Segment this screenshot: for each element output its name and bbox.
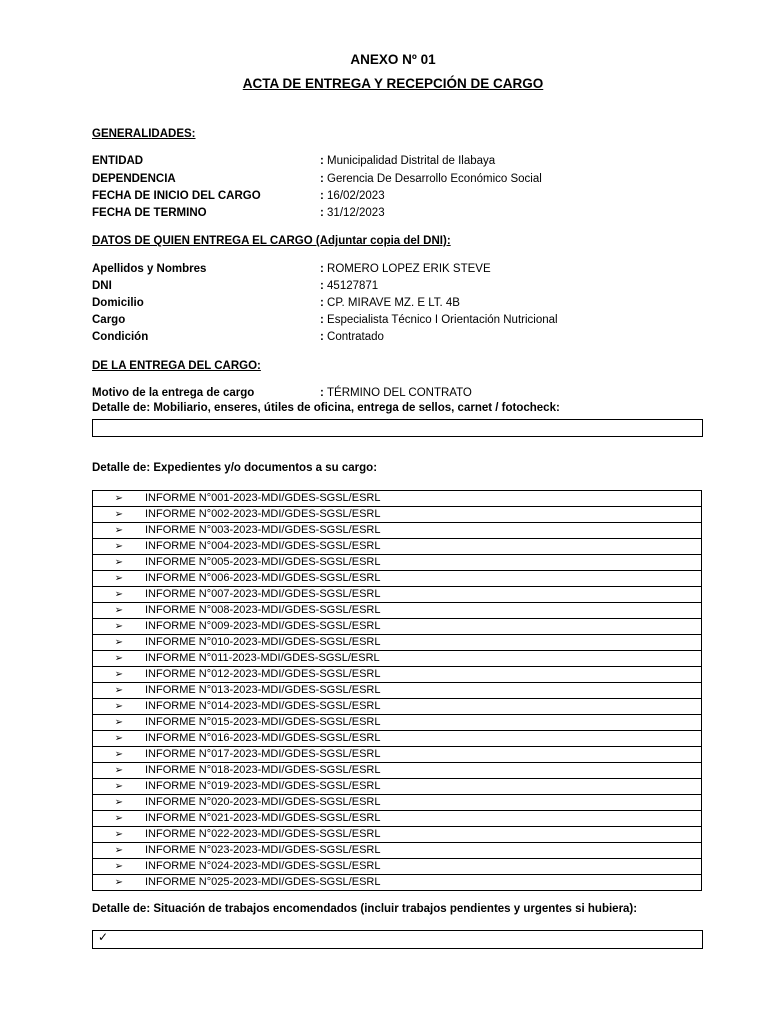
document-item: INFORME N°007-2023-MDI/GDES-SGSL/ESRL	[145, 588, 381, 600]
arrow-bullet-icon: ➢	[114, 685, 123, 696]
table-row	[93, 619, 702, 635]
arrow-bullet-icon: ➢	[114, 829, 123, 840]
field-value: CP. MIRAVE MZ. E LT. 4B	[327, 297, 460, 309]
table-row	[93, 539, 702, 555]
mobiliario-label: Detalle de: Mobiliario, enseres, útiles de oficina, entrega de sellos, carnet / fotocheck:	[92, 402, 560, 414]
table-row	[93, 555, 702, 571]
document-item: INFORME N°020-2023-MDI/GDES-SGSL/ESRL	[145, 796, 381, 808]
field-value: Gerencia De Desarrollo Económico Social	[327, 173, 542, 185]
table-row	[93, 651, 702, 667]
table-row	[93, 875, 702, 891]
entrega-heading: DATOS DE QUIEN ENTREGA EL CARGO (Adjuntar copia del DNI):	[92, 235, 451, 247]
expedientes-label: Detalle de: Expedientes y/o documentos a su cargo:	[92, 462, 378, 474]
condicion-row: Condición : Contratado	[92, 331, 384, 343]
arrow-bullet-icon: ➢	[114, 765, 123, 776]
generalidades-heading: GENERALIDADES:	[92, 128, 196, 140]
document-item: INFORME N°018-2023-MDI/GDES-SGSL/ESRL	[145, 764, 381, 776]
document-item: INFORME N°025-2023-MDI/GDES-SGSL/ESRL	[145, 876, 381, 888]
dependencia-row: DEPENDENCIA : Gerencia De Desarrollo Económico Social	[92, 173, 542, 185]
field-label: Condición	[92, 331, 149, 343]
field-value: 45127871	[327, 280, 379, 292]
arrow-bullet-icon: ➢	[114, 541, 123, 552]
document-item: INFORME N°001-2023-MDI/GDES-SGSL/ESRL	[145, 492, 381, 504]
document-item: INFORME N°010-2023-MDI/GDES-SGSL/ESRL	[145, 636, 381, 648]
arrow-bullet-icon: ➢	[114, 525, 123, 536]
field-label: DEPENDENCIA	[92, 173, 176, 185]
table-row	[93, 683, 702, 699]
document-item: INFORME N°017-2023-MDI/GDES-SGSL/ESRL	[145, 748, 381, 760]
arrow-bullet-icon: ➢	[114, 509, 123, 520]
document-item: INFORME N°002-2023-MDI/GDES-SGSL/ESRL	[145, 508, 381, 520]
field-label: Cargo	[92, 314, 126, 326]
document-title: ACTA DE ENTREGA Y RECEPCIÓN DE CARGO	[242, 76, 544, 91]
arrow-bullet-icon: ➢	[114, 557, 123, 568]
field-value: Municipalidad Distrital de Ilabaya	[327, 155, 496, 167]
table-row	[93, 811, 702, 827]
table-row	[93, 859, 702, 875]
table-row	[93, 795, 702, 811]
arrow-bullet-icon: ➢	[114, 717, 123, 728]
table-row	[93, 731, 702, 747]
arrow-bullet-icon: ➢	[114, 797, 123, 808]
document-item: INFORME N°015-2023-MDI/GDES-SGSL/ESRL	[145, 716, 381, 728]
arrow-bullet-icon: ➢	[114, 493, 123, 504]
fecha-inicio-row: FECHA DE INICIO DEL CARGO : 16/02/2023	[92, 190, 385, 202]
field-label: Motivo de la entrega de cargo	[92, 387, 255, 399]
table-row	[93, 747, 702, 763]
document-item: INFORME N°021-2023-MDI/GDES-SGSL/ESRL	[145, 812, 381, 824]
document-item: INFORME N°022-2023-MDI/GDES-SGSL/ESRL	[145, 828, 381, 840]
table-row	[93, 763, 702, 779]
document-item: INFORME N°004-2023-MDI/GDES-SGSL/ESRL	[145, 540, 381, 552]
motivo-row: Motivo de la entrega de cargo : TÉRMINO DEL CONTRATO	[92, 387, 472, 399]
arrow-bullet-icon: ➢	[114, 669, 123, 680]
arrow-bullet-icon: ➢	[114, 589, 123, 600]
document-item: INFORME N°014-2023-MDI/GDES-SGSL/ESRL	[145, 700, 381, 712]
arrow-bullet-icon: ➢	[114, 621, 123, 632]
document-item: INFORME N°003-2023-MDI/GDES-SGSL/ESRL	[145, 524, 381, 536]
document-item: INFORME N°016-2023-MDI/GDES-SGSL/ESRL	[145, 732, 381, 744]
field-value: ROMERO LOPEZ ERIK STEVE	[327, 263, 491, 275]
checkmark-icon: ✓	[98, 930, 109, 944]
situacion-box	[92, 930, 703, 949]
mobiliario-box	[92, 419, 703, 437]
field-label: Apellidos y Nombres	[92, 263, 207, 275]
arrow-bullet-icon: ➢	[114, 637, 123, 648]
dni-row: DNI : 45127871	[92, 280, 379, 292]
fecha-termino-row: FECHA DE TERMINO : 31/12/2023	[92, 207, 385, 219]
field-label: FECHA DE INICIO DEL CARGO	[92, 190, 261, 202]
apellidos-row: Apellidos y Nombres : ROMERO LOPEZ ERIK STEVE	[92, 263, 491, 275]
table-row	[93, 827, 702, 843]
entidad-row: ENTIDAD : Municipalidad Distrital de Ilabaya	[92, 155, 496, 167]
table-row	[93, 635, 702, 651]
document-item: INFORME N°012-2023-MDI/GDES-SGSL/ESRL	[145, 668, 381, 680]
table-row	[93, 715, 702, 731]
field-label: FECHA DE TERMINO	[92, 207, 207, 219]
field-value: 31/12/2023	[327, 207, 385, 219]
arrow-bullet-icon: ➢	[114, 653, 123, 664]
table-row	[93, 571, 702, 587]
document-item: INFORME N°005-2023-MDI/GDES-SGSL/ESRL	[145, 556, 381, 568]
document-item: INFORME N°011-2023-MDI/GDES-SGSL/ESRL	[145, 652, 380, 664]
field-value: Especialista Técnico I Orientación Nutricional	[327, 314, 558, 326]
field-label: Domicilio	[92, 297, 144, 309]
document-item: INFORME N°013-2023-MDI/GDES-SGSL/ESRL	[145, 684, 381, 696]
document-item: INFORME N°024-2023-MDI/GDES-SGSL/ESRL	[145, 860, 381, 872]
entrega-cargo-heading: DE LA ENTREGA DEL CARGO:	[92, 360, 261, 372]
arrow-bullet-icon: ➢	[114, 733, 123, 744]
arrow-bullet-icon: ➢	[114, 701, 123, 712]
domicilio-row: Domicilio : CP. MIRAVE MZ. E LT. 4B	[92, 297, 460, 309]
arrow-bullet-icon: ➢	[114, 749, 123, 760]
arrow-bullet-icon: ➢	[114, 845, 123, 856]
arrow-bullet-icon: ➢	[114, 877, 123, 888]
field-label: DNI	[92, 280, 112, 292]
field-value: Contratado	[327, 331, 384, 343]
arrow-bullet-icon: ➢	[114, 605, 123, 616]
document-item: INFORME N°023-2023-MDI/GDES-SGSL/ESRL	[145, 844, 381, 856]
document-item: INFORME N°006-2023-MDI/GDES-SGSL/ESRL	[145, 572, 381, 584]
field-label: ENTIDAD	[92, 155, 144, 167]
table-row	[93, 587, 702, 603]
table-row	[93, 523, 702, 539]
arrow-bullet-icon: ➢	[114, 861, 123, 872]
arrow-bullet-icon: ➢	[114, 813, 123, 824]
table-row	[93, 491, 702, 507]
table-row	[93, 603, 702, 619]
documents-table	[92, 490, 702, 891]
table-row	[93, 779, 702, 795]
cargo-row: Cargo : Especialista Técnico I Orientación Nutricional	[92, 314, 558, 326]
document-item: INFORME N°019-2023-MDI/GDES-SGSL/ESRL	[145, 780, 381, 792]
table-row	[93, 507, 702, 523]
table-row	[93, 667, 702, 683]
document-item: INFORME N°008-2023-MDI/GDES-SGSL/ESRL	[145, 604, 381, 616]
table-row	[93, 843, 702, 859]
arrow-bullet-icon: ➢	[114, 573, 123, 584]
arrow-bullet-icon: ➢	[114, 781, 123, 792]
annex-title: ANEXO Nº 01	[350, 52, 436, 67]
situacion-label: Detalle de: Situación de trabajos encomendados (incluir trabajos pendientes y urgentes si hubiera):	[92, 903, 638, 915]
field-value: TÉRMINO DEL CONTRATO	[327, 387, 472, 399]
document-item: INFORME N°009-2023-MDI/GDES-SGSL/ESRL	[145, 620, 381, 632]
field-value: 16/02/2023	[327, 190, 385, 202]
table-row	[93, 699, 702, 715]
